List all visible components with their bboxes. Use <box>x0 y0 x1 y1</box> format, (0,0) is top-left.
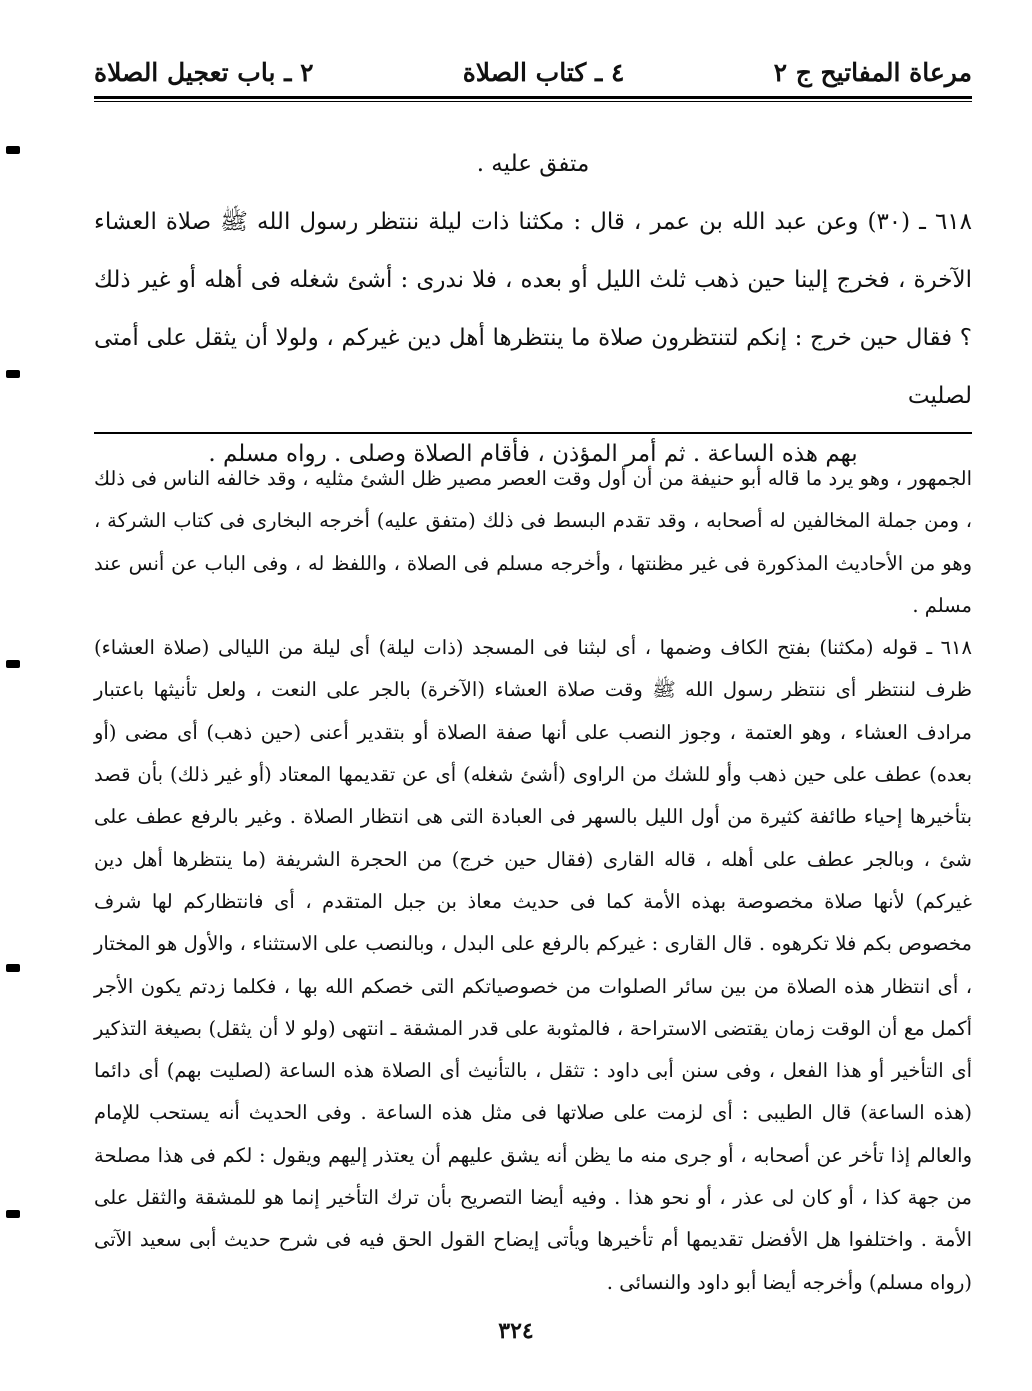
page-number: ٣٢٤ <box>498 1318 534 1344</box>
hadith-paragraph: ٦١٨ ـ (٣٠) وعن عبد الله بن عمر ، قال : مكثنا ذات ليلة ننتظر رسول الله ﷺ صلاة العشاء الآخرة ، فخرج إلينا حين ذهب ثلث الليل أو بعده ، فلا ندرى : أشئ شغله فى أهله أو غير ذلك ؟ فقال حين خرج : إنكم لتنتظرون صلاة ما ينتظرها أهل دين غيركم ، ولولا أن يثقل على أمتى لصليت <box>94 209 972 409</box>
header-rule <box>94 96 972 102</box>
margin-mark <box>6 370 20 378</box>
commentary-paragraph-1: الجمهور ، وهو يرد ما قاله أبو حنيفة من أن أول وقت العصر مصير ظل الشئ مثليه ، وقد خالفه الناس فى ذلك ، ومن جملة المخالفين له أصحابه ، وقد تقدم البسط فى ذلك (متفق عليه) أخرجه البخارى فى كتاب الشركة ، وهو من الأحاديث المذكورة فى غير مظنتها ، وأخرجه مسلم فى الصلاة ، واللفظ له ، وفى الباب عن أنس عند مسلم . <box>94 467 972 617</box>
section-title: ٤ ـ كتاب الصلاة <box>462 57 625 87</box>
commentary-paragraph-2: ٦١٨ ـ قوله (مكثنا) بفتح الكاف وضمها ، أى لبثنا فى المسجد (ذات ليلة) أى ليلة من الليالى (صلاة العشاء) ظرف لننتظر أى ننتظر رسول الله ﷺ وقت صلاة العشاء (الآخرة) بالجر على النعت ، ولعل تأنيثها باعتبار مرادف العشاء ، وهو العتمة ، وجوز النصب على أنها صفة الصلاة أو بتقدير أعنى (حين ذهب) أى مضى (أو بعده) عطف على حين ذهب وأو للشك من الراوى (أشئ شغله) أى عن تقديمها المعتاد (أو غير ذلك) بأن قصد بتأخيرها إحياء طائفة كثيرة من أول الليل بالسهر فى العبادة التى هى انتظار الصلاة . وغير بالرفع عطف على شئ ، وبالجر عطف على أهله ، قاله القارى (فقال حين خرج) من الحجرة الشريفة (ما ينتظرها أهل دين غيركم) لأنها صلاة مخصوصة بهذه الأمة كما فى حديث معاذ بن جبل المتقدم ، أى فانتظاركم لها شرف مخصوص بكم فلا تكرهوه . قال القارى : غيركم بالرفع على البدل ، وبالنصب على الاستثناء ، والأول هو المختار ، أى انتظار هذه الصلاة من بين سائر الصلوات من خصوصياتكم التى خصكم الله بها ، فكلما زدتم يكون الأجر أكمل مع أن الوقت زمان يقتضى الاستراحة ، فالمثوبة على قدر المشقة ـ انتهى (ولو لا أن يثقل) بصيغة التذكير أى التأخير أو هذا الفعل ، وفى سنن أبى داود : تثقل ، بالتأنيث أى الصلاة هذه الساعة (لصليت بهم) أى دائما (هذه الساعة) قال الطيبى : أى لزمت على صلاتها فى مثل هذه الساعة . وفى الحديث أنه يستحب للإمام والعالم إذا تأخر عن أصحابه ، أو جرى منه ما يظن أنه يشق عليهم أن يعتذر إليهم ويقول : لكم فى هذا مصلحة من جهة كذا ، أو كان لى عذر ، أو نحو هذا . وفيه أيضا التصريح بأن ترك التأخير إنما هو للمشقة والثقل على الأمة . واختلفوا هل الأفضل تقديمها أم تأخيرها ويأتى إيضاح القول الحق فيه فى شرح حديث أبى سعيد الآتى (رواه مسلم) وأخرجه أيضا أبو داود والنسائى . <box>94 636 972 1294</box>
hadith-text <box>94 135 972 483</box>
margin-mark <box>6 1210 20 1218</box>
commentary-text <box>94 458 972 1304</box>
book-title: مرعاة المفاتيح ج ٢ <box>773 57 972 87</box>
footnote-rule <box>94 432 972 434</box>
margin-mark <box>6 964 20 972</box>
hadith-end-line: بهم هذه الساعة . ثم أمر المؤذن ، فأقام الصلاة وصلى . رواه مسلم . <box>208 441 858 467</box>
chapter-title: ٢ ـ باب تعجيل الصلاة <box>94 57 314 87</box>
margin-mark <box>6 146 20 154</box>
intro-line: متفق عليه . <box>476 151 590 177</box>
running-header <box>94 52 972 92</box>
margin-mark <box>6 660 20 668</box>
